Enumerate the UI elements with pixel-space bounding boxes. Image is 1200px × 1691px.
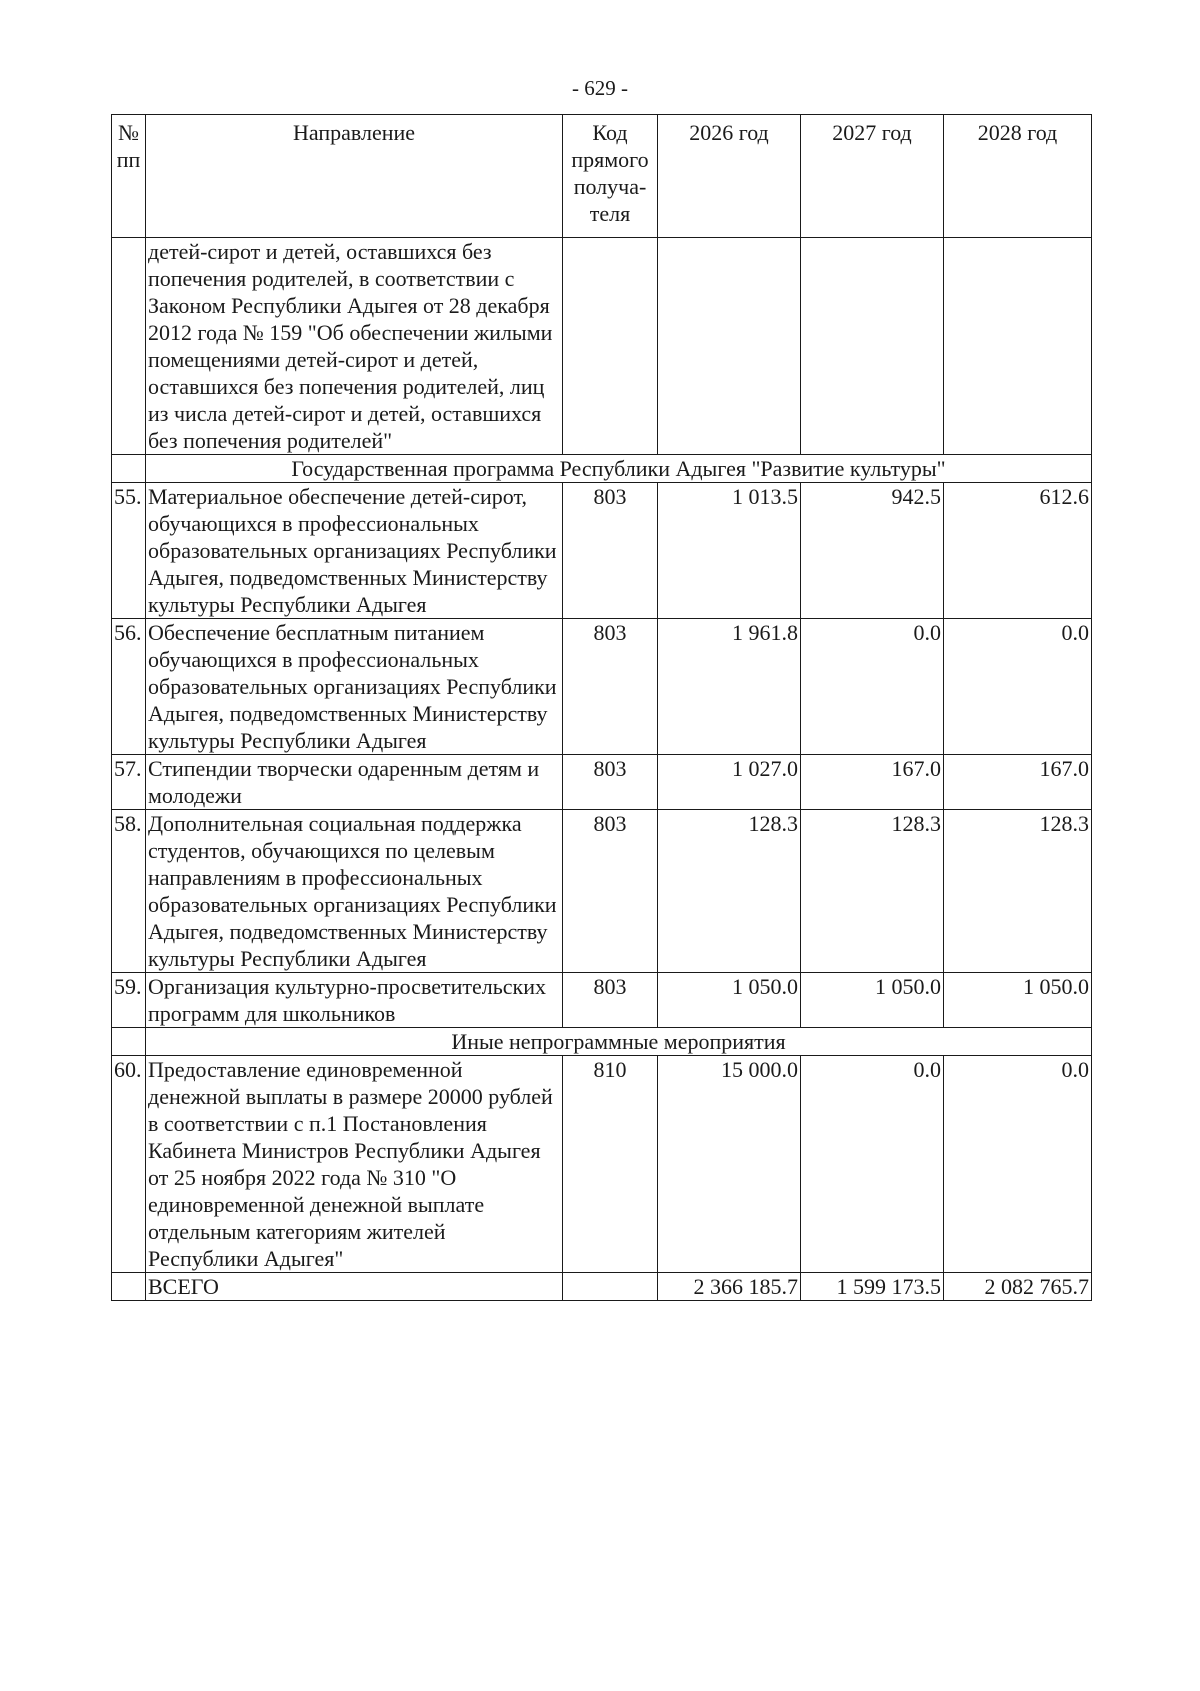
row-number: 57. [112,755,146,810]
total-row [112,1273,1092,1301]
table-header-row [112,115,1092,238]
table-row [112,483,1092,619]
row-value-2027: 128.3 [801,810,944,973]
row-number: 56. [112,619,146,755]
header-2027: 2027 год [801,115,944,238]
header-2026: 2026 год [658,115,801,238]
row-number: 58. [112,810,146,973]
table-row [112,973,1092,1028]
section-row-other [112,1028,1092,1056]
total-label: ВСЕГО [146,1273,563,1301]
section-row-culture [112,455,1092,483]
row-value-2026: 1 027.0 [658,755,801,810]
row-direction: Дополнительная социальная поддержка студентов, обучающихся по целевым направлениям в профессиональных образовательных организациях Республики Адыгея, подведомственных Министерству культуры Республики Адыгея [146,810,563,973]
total-2028: 2 082 765.7 [944,1273,1092,1301]
row-value-2027: 0.0 [801,619,944,755]
row-value-2026: 1 050.0 [658,973,801,1028]
row-number: 59. [112,973,146,1028]
row-value-2028: 128.3 [944,810,1092,973]
table-row [112,1056,1092,1273]
total-2027: 1 599 173.5 [801,1273,944,1301]
table-row [112,810,1092,973]
row-value-2026: 1 961.8 [658,619,801,755]
header-code: Код прямого получа-теля [563,115,658,238]
total-2026: 2 366 185.7 [658,1273,801,1301]
row-direction: Организация культурно-просветительских программ для школьников [146,973,563,1028]
row-code: 803 [563,810,658,973]
row-number: 55. [112,483,146,619]
row-value-2028: 167.0 [944,755,1092,810]
table-row [112,755,1092,810]
table-row [112,619,1092,755]
row-code: 803 [563,973,658,1028]
section-title-culture: Государственная программа Республики Адыгея "Развитие культуры" [146,455,1092,483]
row-direction: Стипендии творчески одаренным детям и молодежи [146,755,563,810]
row-code: 803 [563,755,658,810]
header-num: № пп [112,115,146,238]
row-direction: Обеспечение бесплатным питанием обучающихся в профессиональных образовательных организациях Республики Адыгея, подведомственных Министерству культуры Республики Адыгея [146,619,563,755]
table-row-continuation [112,238,1092,455]
row-value-2028: 1 050.0 [944,973,1092,1028]
row-value-2027: 1 050.0 [801,973,944,1028]
row-code: 803 [563,619,658,755]
rows-other [112,1056,1092,1273]
row-number: 60. [112,1056,146,1273]
row-value-2026: 15 000.0 [658,1056,801,1273]
continuation-text: детей-сирот и детей, оставшихся без попечения родителей, в соответствии с Законом Республики Адыгея от 28 декабря 2012 года № 159 "Об обеспечении жилыми помещениями детей-сирот и детей, оставшихся без попечения родителей, лиц из числа детей-сирот и детей, оставшихся без попечения родителей" [146,238,563,455]
row-value-2026: 1 013.5 [658,483,801,619]
row-value-2027: 0.0 [801,1056,944,1273]
budget-table [111,114,1092,1301]
row-value-2028: 612.6 [944,483,1092,619]
rows-culture [112,483,1092,1028]
page-number: - 629 - [572,76,628,100]
row-direction: Предоставление единовременной денежной выплаты в размере 20000 рублей в соответствии с п.1 Постановления Кабинета Министров Республики Адыгея от 25 ноября 2022 года № 310 "О единовременной денежной выплате отдельным категориям жителей Республики Адыгея" [146,1056,563,1273]
header-2028: 2028 год [944,115,1092,238]
header-direction: Направление [146,115,563,238]
row-code: 803 [563,483,658,619]
row-value-2027: 167.0 [801,755,944,810]
row-value-2026: 128.3 [658,810,801,973]
row-value-2028: 0.0 [944,619,1092,755]
row-code: 810 [563,1056,658,1273]
row-value-2028: 0.0 [944,1056,1092,1273]
section-title-other: Иные непрограммные мероприятия [146,1028,1092,1056]
row-direction: Материальное обеспечение детей-сирот, обучающихся в профессиональных образовательных организациях Республики Адыгея, подведомственных Министерству культуры Республики Адыгея [146,483,563,619]
row-value-2027: 942.5 [801,483,944,619]
